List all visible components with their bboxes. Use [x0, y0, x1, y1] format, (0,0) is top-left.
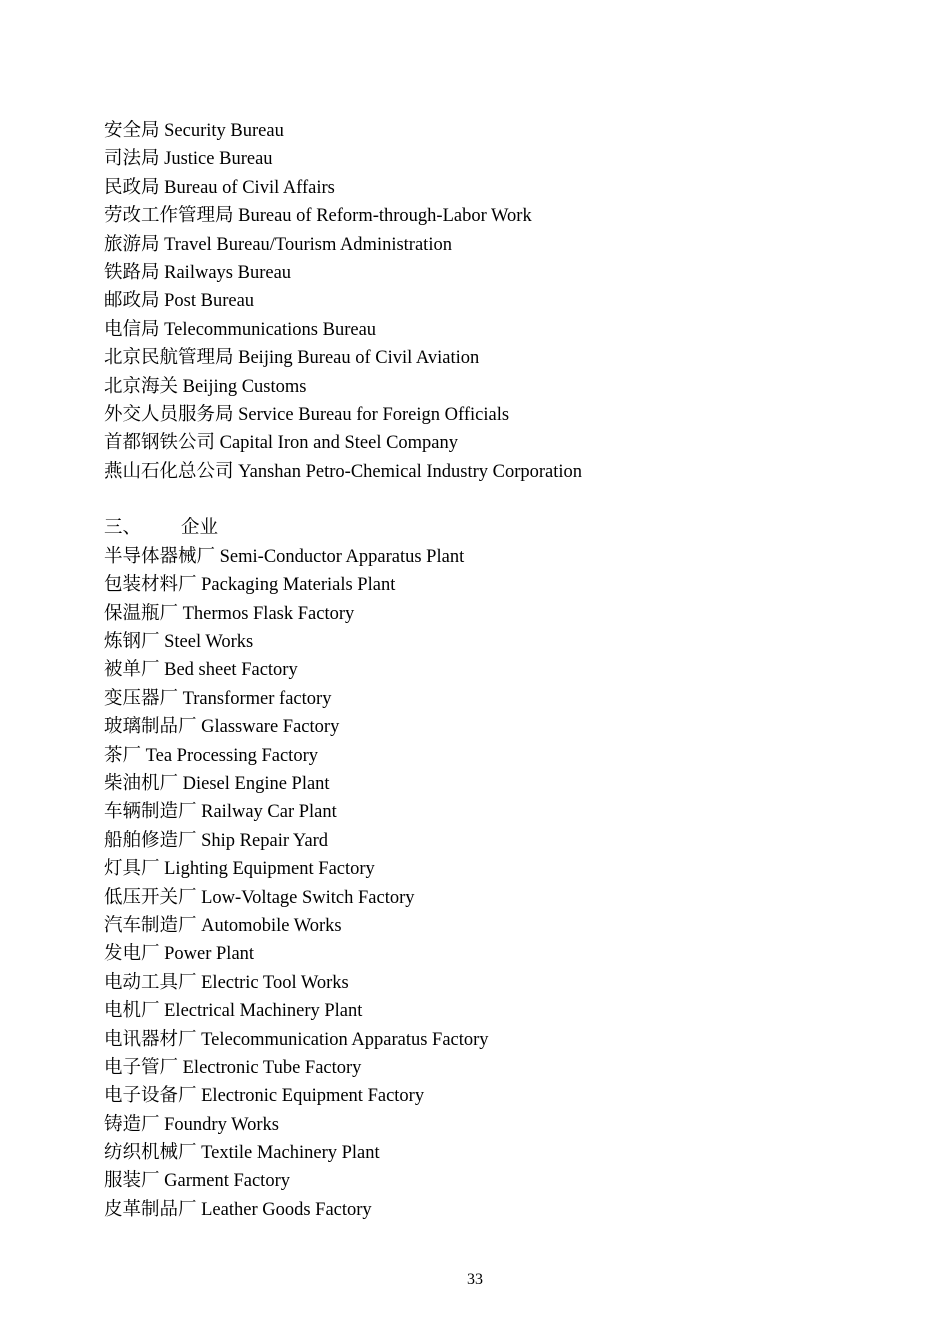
page-content: [104, 117, 864, 1224]
list-item: 灯具厂 Lighting Equipment Factory: [104, 859, 375, 880]
list-item: 邮政局 Post Bureau: [104, 291, 255, 312]
list-item: 民政局 Bureau of Civil Affairs: [104, 177, 335, 198]
list-item: 柴油机厂 Diesel Engine Plant: [104, 773, 330, 794]
list-item: 炼钢厂 Steel Works: [104, 632, 254, 653]
list-item: 茶厂 Tea Processing Factory: [104, 745, 318, 766]
list-item: 劳改工作管理局 Bureau of Reform-through-Labor Work: [104, 206, 532, 227]
list-item: 皮革制品厂 Leather Goods Factory: [104, 1199, 372, 1220]
list-item: 旅游局 Travel Bureau/Tourism Administration: [104, 234, 452, 255]
list-item: 汽车制造厂 Automobile Works: [104, 915, 342, 936]
list-item: 司法局 Justice Bureau: [104, 149, 273, 170]
list-item: 船舶修造厂 Ship Repair Yard: [104, 830, 329, 851]
list-item: 半导体器械厂 Semi-Conductor Apparatus Plant: [104, 546, 465, 567]
list-item: 电信局 Telecommunications Bureau: [104, 319, 377, 340]
list-item: 服装厂 Garment Factory: [104, 1171, 290, 1192]
list-item: 电讯器材厂 Telecommunication Apparatus Factory: [104, 1029, 489, 1050]
list-item: 纺织机械厂 Textile Machinery Plant: [104, 1143, 380, 1164]
list-item: 发电厂 Power Plant: [104, 944, 255, 965]
list-item: 电动工具厂 Electric Tool Works: [104, 972, 349, 993]
list-item: 燕山石化总公司 Yanshan Petro-Chemical Industry Corporation: [104, 461, 583, 482]
list-item: 包装材料厂 Packaging Materials Plant: [104, 575, 396, 596]
bureau-list: [104, 117, 864, 486]
list-item: 铁路局 Railways Bureau: [104, 262, 292, 283]
list-item: 北京民航管理局 Beijing Bureau of Civil Aviation: [104, 348, 480, 369]
list-item: 变压器厂 Transformer factory: [104, 688, 332, 709]
enterprise-list: [104, 543, 864, 1224]
list-item: 北京海关 Beijing Customs: [104, 376, 307, 397]
list-item: 被单厂 Bed sheet Factory: [104, 660, 298, 681]
list-item: 安全局 Security Bureau: [104, 121, 284, 141]
list-item: 电子管厂 Electronic Tube Factory: [104, 1057, 362, 1078]
page-number: 33: [467, 1271, 483, 1288]
blank-line: [104, 486, 864, 514]
list-item: 玻璃制品厂 Glassware Factory: [104, 717, 340, 738]
list-item: 保温瓶厂 Thermos Flask Factory: [104, 603, 355, 624]
section-title: 企业: [181, 518, 219, 539]
list-item: 电机厂 Electrical Machinery Plant: [104, 1001, 363, 1022]
section-heading: [104, 514, 864, 542]
list-item: 铸造厂 Foundry Works: [104, 1114, 279, 1135]
list-item: 车辆制造厂 Railway Car Plant: [104, 802, 337, 823]
list-item: 低压开关厂 Low-Voltage Switch Factory: [104, 887, 415, 908]
list-item: 首都钢铁公司 Capital Iron and Steel Company: [104, 433, 459, 454]
list-item: 外交人员服务局 Service Bureau for Foreign Officials: [104, 404, 510, 425]
section-number: 三、: [104, 518, 142, 539]
list-item: 电子设备厂 Electronic Equipment Factory: [104, 1086, 425, 1107]
